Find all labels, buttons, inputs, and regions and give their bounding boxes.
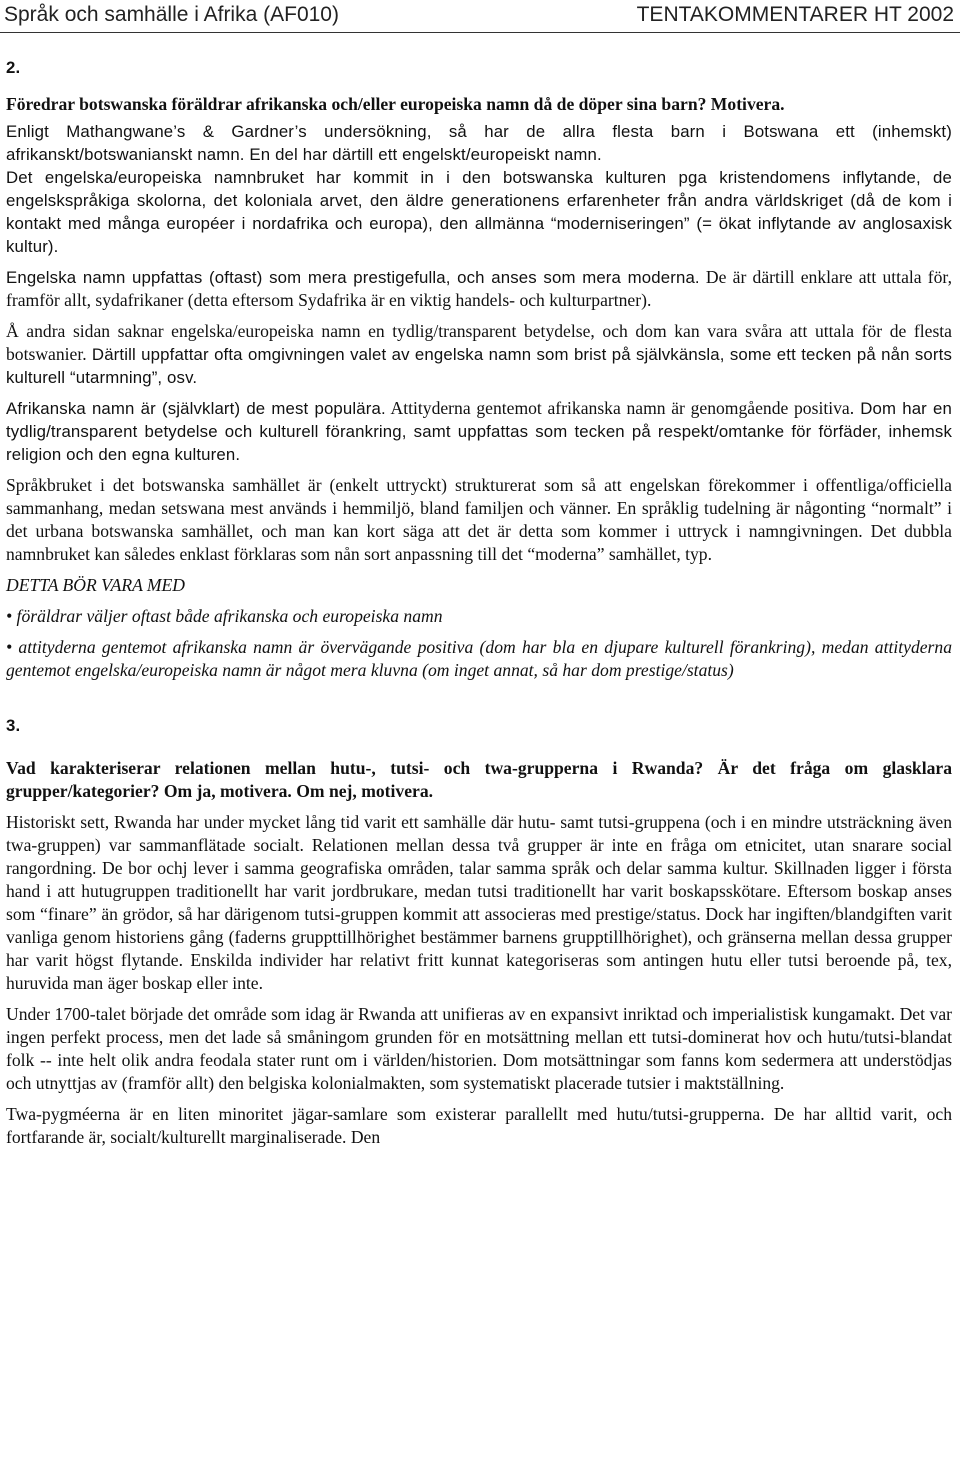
q2-paragraph-2: Det engelska/europeiska namnbruket har kommit in i den botswanska kulturen pga kristendomens inflytande, de engelskspråkiga skolorna, det koloniala arvet, den äldre generationens erfarenheter från andra världskriget (då de kom i kontakt med många européer i nordafrika och europa), den allmänna “moderniseringen” (= ökat inflytande av anglosaxisk kultur). (6, 168, 952, 256)
q3-paragraph-1: Historiskt sett, Rwanda har under mycket lång tid varit ett samhälle där hutu- samt tutsi-gruppena (och i en mindre utsträckning även twa-gruppen) var sammanflätade socialt. Relationen mellan dessa två grupper är inte en fråga om etnicitet, utan snarare social rangordning. De bor ochj lever i samma geografiska områden, talar samma språk och delar samma kultur. Skillnaden ligger i första hand i att hutugruppen traditionellt har varit jordbrukare, medan tutsi traditionellt har varit boskapsskötare. Eftersom boskap anses som “finare” än grödor, så har därigenom tutsi-gruppen kommit att associeras med prestige/status. Dock har ingiften/blandgiften varit vanliga genom historiens gång (faderns gruppttillhörighet bestämmer barnens grupptillhörighet), och gränserna mellan dessa grupper har varit högst flytande. Enskilda individer har relativt fritt kunnat kategoriseras som antingen hutu eller tutsi beroende på, tex, huruvida man äger boskap eller inte. (6, 812, 952, 993)
q2-p4-serif: Å andra sidan saknar engelska/europeiska namn en tydlig/transparent betydelse, och dom kan vara svåra att uttala för de flesta botswanier. (6, 321, 952, 364)
q3-paragraph-2: Under 1700-talet började det område som idag är Rwanda att unifieras av en expansivt inriktad och imperialistisk kungamakt. Det var ingen perfekt process, men det lade så småningom grunden för en motsättning mellan ett tutsi-dominerat hov och hutu/tutsi-blandat folk -- inte helt olik andra feodala stater runt om i världen/historien. Dom motsättningar som fanns kom sedermera att understödjas och utnyttjas av (framför allt) den belgiska kolonialmakten, som systematiskt placerade tutsier i maktställning. (6, 1004, 952, 1093)
q2-p5-sans: Afrikanska namn är (självklart) de mest populära. (6, 399, 386, 418)
q2-p5-sans-2: Dom har en tydlig/transparent betydelse och kulturell förankring, samt uppfattas som tecken på respekt/omtanke för förfäder, inhemsk religion och den egna kulturen. (6, 399, 952, 464)
question-2-number: 2. (6, 58, 21, 77)
q2-p3-serif: De är därtill enklare att uttala för, framför allt, sydafrikaner (detta eftersom Sydafrika är en viktig handels- och kulturpartner). (6, 267, 952, 310)
q3-paragraph-3: Twa-pygméerna är en liten minoritet jägar-samlare som existerar parallellt med hutu/tutsi-grupperna. De har alltid varit, och fortfarande är, socialt/kulturellt marginaliserade. Den (6, 1104, 952, 1147)
document-title: TENTAKOMMENTARER HT 2002 (636, 3, 954, 26)
header-divider (0, 32, 960, 33)
q2-p5-serif: Attityderna gentemot afrikanska namn är genomgående positiva. (385, 398, 855, 418)
question-2-text: Föredrar botswanska föräldrar afrikanska och/eller europeiska namn då de döper sina barn? Motivera. (6, 94, 785, 114)
q2-p4-sans: Därtill uppfattar ofta omgivningen valet av engelska namn som brist på självkänsla, some ett tecken på nån sorts kulturell “utarmning”, osv. (6, 345, 952, 387)
q2-p6-serif-2: En språklig tudelning är någonting “normalt” i det urbana botswanska samhället, och man kan kort säga att det är detta som kommer i uttryck i namngivningen. (6, 498, 952, 541)
q2-paragraph-6 (6, 474, 952, 566)
q2-p3-sans: Engelska namn uppfattas (oftast) som mera prestigefulla, och anses som mera moderna. (6, 268, 700, 287)
must-include-bullet-2: • attityderna gentemot afrikanska namn är övervägande positiva (dom har bla en djupare kulturell förankring), medan attityderna gentemot engelska/europeiska namn är något mera kluvna (om inget annat, så har dom prestige/status) (6, 637, 952, 680)
q2-paragraph-1: Enligt Mathangwane’s & Gardner’s undersökning, så har de allra flesta barn i Botswana ett (inhemskt) afrikanskt/botswanianskt namn. En del har därtill ett engelskt/europeiskt namn. (6, 122, 952, 164)
question-3-number: 3. (6, 716, 21, 735)
page-header (0, 0, 960, 34)
q2-paragraph-5 (6, 397, 952, 466)
course-title: Språk och samhälle i Afrika (AF010) (4, 3, 339, 26)
q2-paragraph-3 (6, 266, 952, 312)
q2-paragraph-4 (6, 320, 952, 389)
must-include-bullet-1: • föräldrar väljer oftast både afrikanska och europeiska namn (6, 606, 443, 626)
must-include-title: DETTA BÖR VARA MED (6, 575, 186, 595)
q2-p6-serif-3: Det dubbla namnbruket kan således enklast förklaras som nån sort anpassning till det “moderna” samhället, typ. (6, 521, 952, 564)
q2-p6-serif: Språkbruket i det botswanska samhället är (enkelt uttryckt) strukturerat som så att engelskan förekommer i offentliga/officiella sammanhang, medan setswana mest används i hemmiljö, bland familjen och vänner. (6, 475, 952, 518)
question-3-text: Vad karakteriserar relationen mellan hutu-, tutsi- och twa-grupperna i Rwanda? Är det fråga om glasklara grupper/kategorier? Om ja, motivera. Om nej, motivera. (6, 758, 952, 801)
document-body (6, 56, 952, 1149)
